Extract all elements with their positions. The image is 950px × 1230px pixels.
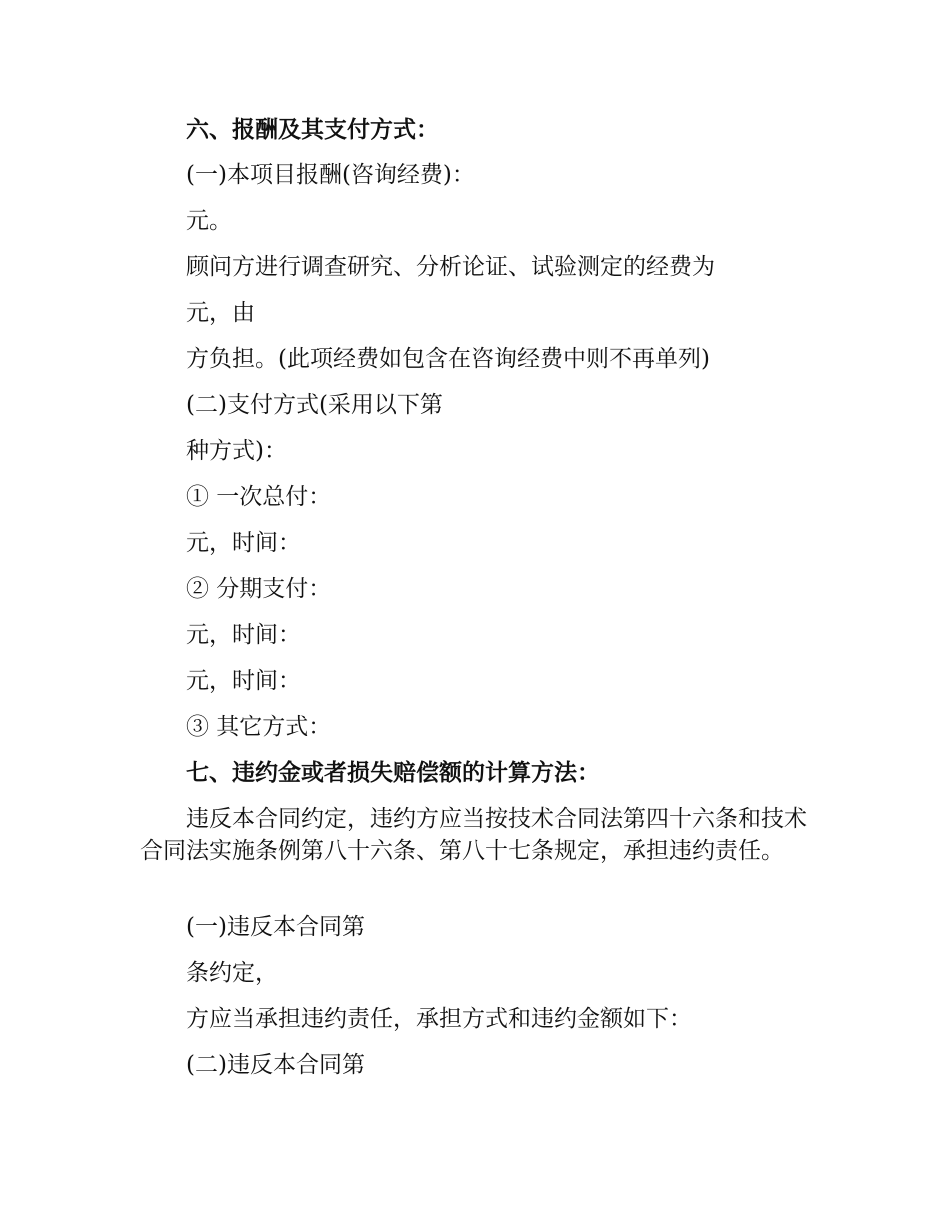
payment-method-choice-line: 种方式)：: [186, 438, 287, 464]
amount-line: 元。: [186, 208, 232, 234]
breach-liability-line: 方应当承担违约责任，承担方式和违约金额如下：: [186, 1006, 692, 1032]
remuneration-line: (一)本项目报酬(咨询经费)：: [186, 162, 475, 188]
payment-method-line: (二)支付方式(采用以下第: [186, 392, 443, 418]
amount-bearer-line: 元，由: [186, 300, 255, 326]
breach-clause-article-line: 条约定，: [186, 960, 278, 986]
breach-clause-line-1: (一)违反本合同第: [186, 914, 365, 940]
breach-clause-line-2: (二)违反本合同第: [186, 1052, 365, 1078]
other-method-line: ③ 其它方式：: [186, 714, 332, 740]
bearer-note-line: 方负担。(此项经费如包含在咨询经费中则不再单列): [186, 346, 710, 372]
section-6-heading: 六、报酬及其支付方式：: [186, 116, 439, 143]
installment-time-line-1: 元，时间：: [186, 622, 301, 648]
installment-time-line-2: 元，时间：: [186, 668, 301, 694]
installment-line: ② 分期支付：: [186, 576, 332, 602]
lump-sum-time-line: 元，时间：: [186, 530, 301, 556]
liability-paragraph: 违反本合同约定，违约方应当按技术合同法第四十六条和技术合同法实施条例第八十六条、第八十七条规定，承担违约责任。: [140, 806, 807, 864]
research-cost-line: 顾问方进行调查研究、分析论证、试验测定的经费为: [186, 254, 715, 280]
lump-sum-line: ① 一次总付：: [186, 484, 332, 510]
section-7-heading: 七、违约金或者损失赔偿额的计算方法：: [186, 759, 600, 786]
